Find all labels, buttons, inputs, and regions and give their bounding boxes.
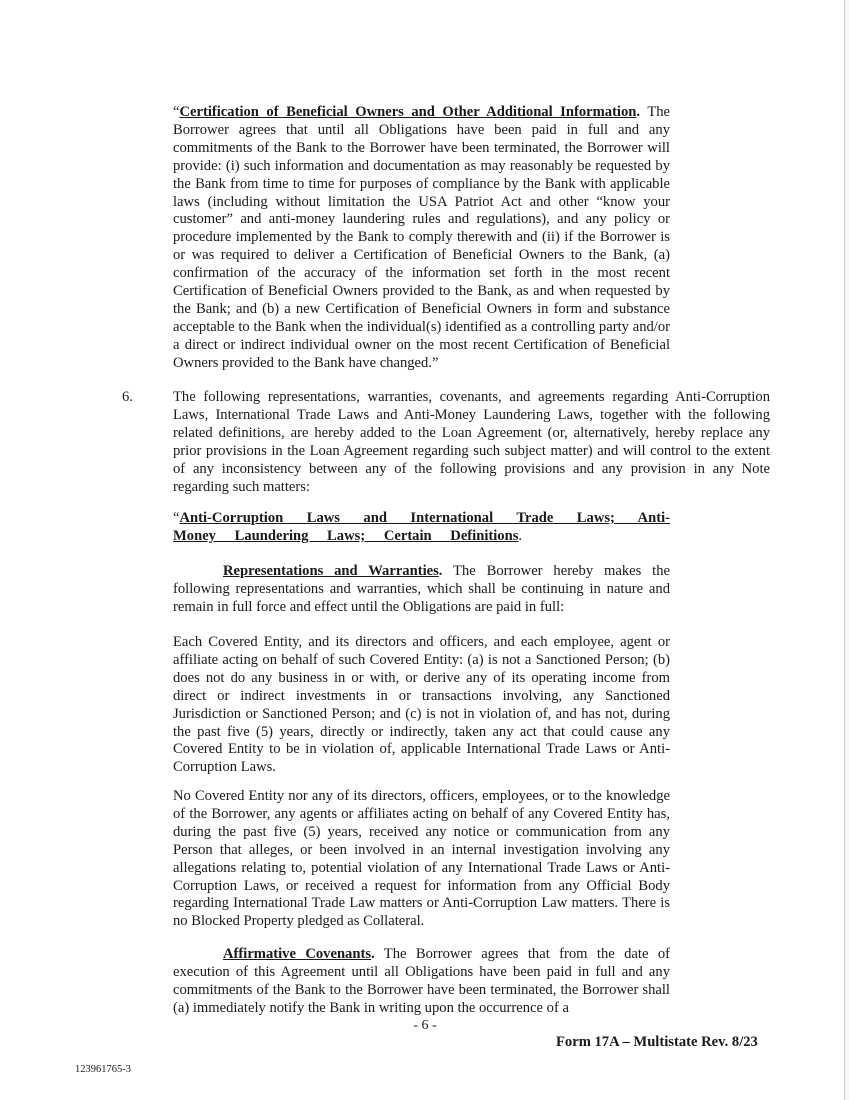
representations-paragraph <box>173 563 670 617</box>
affirmative-covenants-body: The Borrower agrees that from the date of execution of this Agreement until all Obligations have been paid in full and any commitments of the Bank to the Borrower have been terminated, the Borrower shall (a) immediately notify the Bank in writing upon the occurrence of a <box>173 946 670 1016</box>
page-edge <box>844 0 849 1100</box>
representations-para-1: Each Covered Entity, and its directors and officers, and each employee, agent or affiliate acting on behalf of such Covered Entity: (a) is not a Sanctioned Person; (b) does not do any business in or with, or derive any of its operating income from direct or indirect investments in or transactions involving, any Sanctioned Jurisdiction or Sanctioned Person; and (c) is not in violation of, and has not, during the past five (5) years, directly or indirectly, taken any act that could cause any Covered Entity to be in violation of, applicable International Trade Laws or Anti-Corruption Laws. <box>173 634 670 776</box>
heading-period: . <box>518 527 523 544</box>
anti-corruption-heading: Anti-Corruption Laws and International Trade Laws; Anti-Money Laundering Laws; Certain Definitions <box>173 510 670 544</box>
item-number: 6. <box>122 389 133 405</box>
heading-period: . <box>636 104 641 120</box>
open-quote: “ <box>173 510 180 526</box>
certification-paragraph <box>173 104 670 373</box>
representations-para-2: No Covered Entity nor any of its directors, officers, employees, or to the knowledge of the Borrower, any agents or affiliates acting on behalf of any Covered Entity has, during the past five (5) years, received any notice or communication from any Person that alleges, or been involved in an internal investigation involving any allegations relating to, potential violation of any International Trade Laws or Anti-Corruption Laws, or received a request for information from any Official Body regarding International Trade Law matters or Anti-Corruption Law matters. There is no Blocked Property pledged as Collateral. <box>173 788 670 930</box>
representations-intro: The Borrower hereby makes the following representations and warranties, which shall be continuing in nature and remain in full force and effect until the Obligations are paid in full: <box>173 563 670 615</box>
representations-heading: Representations and Warranties <box>223 563 439 579</box>
certification-heading: Certification of Beneficial Owners and Other Additional Information <box>179 104 637 120</box>
heading-period: . <box>371 946 375 962</box>
document-id: 123961765-3 <box>75 1064 131 1075</box>
affirmative-covenants-paragraph <box>173 946 670 1018</box>
heading-period: . <box>438 563 443 579</box>
page-number: - 6 - <box>413 1018 437 1033</box>
open-quote: “ <box>173 104 180 120</box>
certification-body: The Borrower agrees that until all Obligations have been paid in full and any commitments of the Bank to the Borrower have been terminated, the Borrower will provide: (i) such information and documentation as may reasonably be requested by the Bank from time to time for purposes of compliance by the Bank with applicable laws (including without limitation the USA Patriot Act and other “know your customer” and anti-money laundering rules and regulations), and any policy or procedure implemented by the Bank to comply therewith and (ii) if the Borrower is or was required to deliver a Certification of Beneficial Owners to the Bank, (a) confirmation of the accuracy of the information set forth in the most recent Certification of Beneficial Owners provided to the Bank, as and when requested by the Bank; and (b) a new Certification of Beneficial Owners in form and substance acceptable to the Bank when the individual(s) identified as a controlling party and/or a direct or indirect individual owner on the most recent Certification of Beneficial Owners provided to the Bank have changed.” <box>173 104 671 371</box>
affirmative-covenants-heading: Affirmative Covenants <box>223 946 372 962</box>
form-identifier: Form 17A – Multistate Rev. 8/23 <box>556 1034 758 1050</box>
item-6-text: The following representations, warranties, covenants, and agreements regarding Anti-Corruption Laws, International Trade Laws and Anti-Money Laundering Laws, together with the following related definitions, are hereby added to the Loan Agreement (or, alternatively, hereby replace any prior provisions in the Loan Agreement regarding such subject matter) and will control to the extent of any inconsistency between any of the following provisions and any provision in any Note regarding such matters: <box>173 389 770 495</box>
anti-corruption-heading-paragraph <box>173 510 670 546</box>
